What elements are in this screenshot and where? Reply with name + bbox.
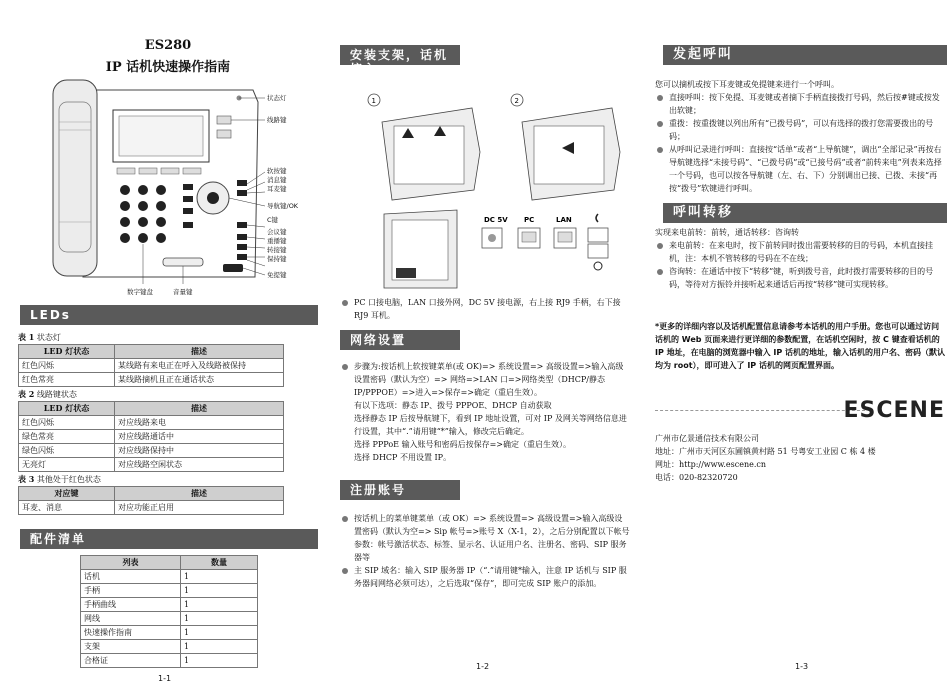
network-section [340,360,630,464]
port-pc-label: PC [524,216,535,224]
callout-nav-key: 导航键/OK [267,202,299,210]
callout-handsfree-key: 免提键 [267,271,287,279]
company-address: 地址：广州市天河区东圃镇黄村路 51 号粤安工业园 C 栋 4 楼 [655,447,876,456]
table-row: 绿色闪烁 对应线路保持中 [19,444,284,458]
network-options: 有以下选项：静态 IP、拨号 PPPOE、DHCP 自动获取 [354,401,552,410]
callout-volume-key: 音量键 [173,288,193,296]
table-row: 网线 1 [81,612,258,626]
line-key-led-table: LED 灯状态 描述 红色闪烁 对应线路来电 绿色常亮 对应线路通话中 绿色闪烁 对应线路保持中 无亮灯 对应线路空闲状态 [18,401,284,472]
install-note: PC 口接电脑，LAN 口接外网，DC 5V 接电源，右上接 RJ9 手柄，右下接 RJ9 耳机。 [340,296,630,322]
callout-status-led: 状态灯 [267,94,287,102]
parts-table: 列表 数量 话机 1 手柄 1 手柄曲线 1 网线 1 快速操作指南 1 支架 1 合格证 1 [80,555,258,668]
company-phone: 电话：020-82320720 [655,473,738,482]
transfer-banner: 呼叫转移 [663,203,947,223]
callout-hold-key: 保持键 [267,255,287,263]
callout-headset-key: 耳麦键 [267,185,287,193]
document-title: IP 话机快速操作指南 [105,60,231,75]
register-sip-domain: 主 SIP 域名：输入 SIP 服务器 IP（“.”请用键*输入，注意 IP 话机与 SIP 服务器间网络必须可达），之后选取“保存”，即可完成 SIP 账户的添加。 [340,564,630,590]
call-banner: 发起呼叫 [663,45,947,65]
network-pppoe: 选择 PPPoE 输入账号和密码后按保存=>确定（重启生效）。 [354,440,571,449]
call-from-log: 从呼叫记录进行呼叫：直接按“话单”或者“上导航键”，调出“全部记录”再按右导航键选择“未接号码”、“已拨号码”或“已接号码”或者“前转来电”列表来选择一个号码，也可以按各导航键（左、右、下）分别调出已接、已拨、未接“再按“拨号”软键进行呼叫。 [655,143,947,195]
network-static-ip: 选择静态 IP 后按导航键下，看到 IP 地址设置，可对 IP 及网关等网络信息进行设置，其中“.”请用键“*”输入，修改完后确定。 [354,414,627,436]
table-row: 红色闪烁 某线路有来电正在呼入及线路被保持 [19,359,284,373]
leds-banner: LEDs [20,305,318,325]
table1-caption: 表 1 状态灯 [18,332,61,342]
table-row: 话机 1 [81,570,258,584]
register-steps: 按话机上的菜单键菜单（或 OK）=> 系统设置=> 高级设置=>输入高级设置密码（默认为空=> Sip 帐号=>账号 X（X-1，2），之后分别配置以下帐号参数：帐号激活状态、标签、显示名、认证用户名、注册名、密码、SIP 服务器等 [340,512,630,564]
led-tables [18,330,284,515]
call-direct: 直接呼叫：按下免提、耳麦键或者摘下手柄直接拨打号码，然后按#键或按发出软键； [655,91,947,117]
register-section [340,512,630,590]
table-row: 绿色常亮 对应线路通话中 [19,430,284,444]
page-number: 1-1 [158,674,172,683]
svg-text:1: 1 [371,97,376,105]
company-info [655,432,947,484]
table-row: 支架 1 [81,640,258,654]
escene-logo: ESCENE [843,398,945,423]
page-number: 1-3 [795,662,809,671]
call-intro: 您可以摘机或按下耳麦键或免提键来进行一个呼叫。 [655,80,839,89]
callout-c-key: C键 [267,216,279,224]
install-banner: 安装支架，话机接入 [340,45,460,65]
call-section [655,78,947,195]
table-row: 红色常亮 某线路摘机且正在通话状态 [19,373,284,387]
phone-diagram [43,72,303,302]
svg-text:2: 2 [514,97,519,105]
network-banner: 网络设置 [340,330,460,350]
page-2 [340,0,632,686]
other-red-state-table: 对应键 描述 耳麦、消息 对应功能正启用 [18,486,284,515]
status-led-table: LED 灯状态 描述 红色闪烁 某线路有来电正在呼入及线路被保持 红色常亮 某线路摘机且正在通话状态 [18,344,284,387]
transfer-section [655,226,947,291]
company-name: 广州市亿景通信技术有限公司 [655,434,759,443]
network-steps: 步骤为:按话机上软按键菜单(或 OK)=> 系统设置=> 高级设置=>输入高级设置密码（默认为空）=> 网络=>LAN 口=>网络类型（DHCP/静态 IP/PPPOE）=>进入=>保存=>确定（重启生效）。 [340,360,630,399]
transfer-forward: 来电前转：在来电时，按下前转同时拨出需要转移的目的号码，本机直接挂机，注：本机不管转移的号码在不在线； [655,239,947,265]
transfer-consult: 咨询转：在通话中按下“转移”键，听到拨号音，此时拨打需要转移的目的号码，等待对方振铃并接听起来通话后再按“转移”键可实现转移。 [655,265,947,291]
table-row: 快速操作指南 1 [81,626,258,640]
handset-port-icon [596,214,598,222]
page-3 [655,0,947,686]
table2-caption: 表 2 线路键状态 [18,389,77,399]
page-1 [18,0,318,686]
callout-redial-key: 重播键 [267,237,287,245]
table-row: 红色闪烁 对应线路来电 [19,416,284,430]
register-banner: 注册账号 [340,480,460,500]
callout-message-key: 消息键 [267,176,287,184]
headset-port-icon [594,262,602,270]
page-number: 1-2 [476,662,490,671]
port-dc5v-label: DC 5V [484,216,508,224]
company-website[interactable]: 网址：http://www.escene.cn [655,460,767,469]
transfer-intro: 实现来电前转：前转，通话转移：咨询转 [655,228,799,237]
table-row: 手柄 1 [81,584,258,598]
callout-keypad: 数字键盘 [127,288,153,296]
parts-banner: 配件清单 [20,529,318,549]
install-diagram [362,92,630,290]
callout-soft-key: 软按键 [267,167,287,175]
callout-transfer-key: 转接键 [267,246,287,254]
table-row: 手柄曲线 1 [81,598,258,612]
divider [655,410,865,411]
table-row: 合格证 1 [81,654,258,668]
model-title: ES280 [144,38,192,53]
table-row: 无亮灯 对应线路空闲状态 [19,458,284,472]
call-redial: 重拨：按重拨键以列出所有“已拨号码”，可以有选择的拨打您需要拨出的号码； [655,117,947,143]
callout-conference-key: 会议键 [267,228,287,236]
more-info-note: *更多的详细内容以及话机配置信息请参考本话机的用户手册。您也可以通过访问话机的 Web 页面来进行更详细的参数配置，在话机空闲时，按 C 键查看话机的 IP 地址，在电脑的浏览器中输入 IP 话机的地址，输入话机的用户名、密码（默认均为 root），即可进入了 IP 话机的网页配置界面。 [655,322,946,370]
callout-line-key: 线路键 [267,116,287,124]
table-row: 耳麦、消息 对应功能正启用 [19,501,284,515]
network-dhcp: 选择 DHCP 不用设置 IP。 [354,453,452,462]
port-lan-label: LAN [556,216,572,224]
table3-caption: 表 3 其他处于红色状态 [18,474,101,484]
